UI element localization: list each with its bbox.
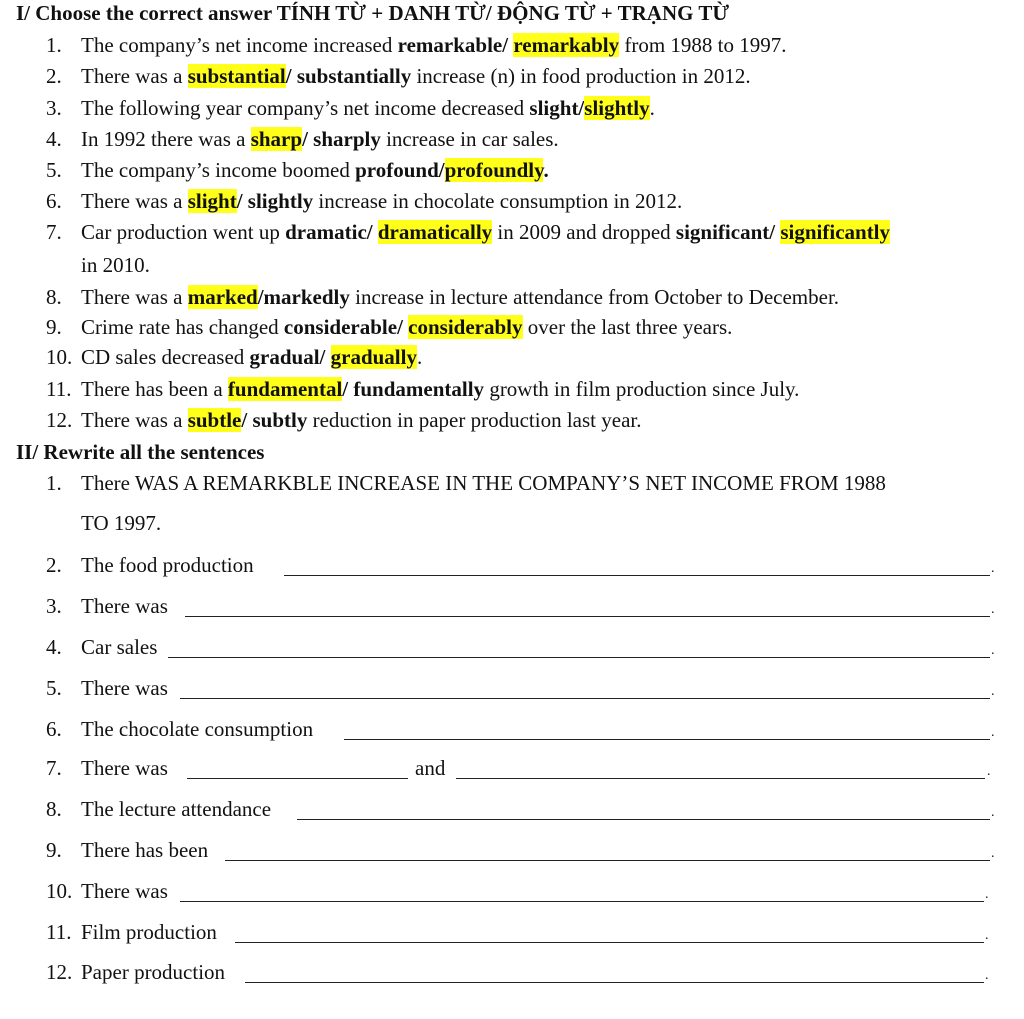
sentence-fragment: growth in film production since July. [484, 377, 800, 401]
highlighted-answer: gradually [330, 345, 417, 369]
bold-option: / fundamentally [342, 377, 485, 401]
sentence-fragment: CD sales decreased [81, 345, 250, 369]
sentence-fragment: . [416, 345, 423, 369]
bold-option: slight/ [529, 96, 585, 120]
sentence-fragment: The company’s net income increased [81, 33, 398, 57]
sentence-end-period: . [991, 805, 995, 820]
rewrite-item [0, 838, 1024, 868]
sentence-fragment: increase in chocolate consumption in 2012. [313, 189, 683, 213]
highlighted-answer: remarkably [513, 33, 620, 57]
answer-blank[interactable] [187, 778, 408, 779]
sentence-end-period: . [991, 846, 995, 861]
question-text [81, 33, 787, 58]
answer-blank[interactable] [245, 982, 984, 983]
item-number: 11. [46, 920, 72, 944]
item-number: 9. [46, 838, 62, 862]
answer-blank[interactable] [180, 698, 990, 699]
bold-option: . [543, 158, 549, 182]
question-text [81, 377, 799, 402]
sentence-fragment: in 2009 and dropped [492, 220, 676, 244]
item-number: 7. [46, 756, 62, 780]
rewrite-item [0, 960, 1024, 990]
sentence-end-period: . [991, 725, 995, 740]
item-number: 5. [46, 676, 62, 700]
section-2-title: II/ Rewrite all the sentences [16, 440, 265, 464]
rewrite-item [0, 676, 1024, 706]
question-text [81, 220, 890, 245]
rewrite-item [0, 797, 1024, 827]
highlighted-answer: considerably [408, 315, 523, 339]
sentence-end-period: . [987, 764, 991, 779]
item-number: 2. [46, 553, 62, 577]
sentence-end-period: . [991, 684, 995, 699]
rewrite-item [0, 756, 1024, 786]
rewrite-prompt: There was [81, 879, 168, 903]
item-number: 1. [46, 33, 62, 57]
sentence-fragment: increase in car sales. [380, 127, 559, 151]
rewrite-prompt: The food production [81, 553, 254, 577]
sentence-end-period: . [991, 561, 995, 576]
item-number: 3. [46, 594, 62, 618]
sentence-fragment: There has been a [81, 377, 228, 401]
sentence-fragment: There was a [81, 408, 188, 432]
sentence-fragment: There was a [81, 64, 188, 88]
rewrite-prompt: There was [81, 594, 168, 618]
item-number: 10. [46, 345, 73, 369]
bold-option: profound/ [355, 158, 445, 182]
rewrite-item [0, 879, 1024, 909]
rewrite-prompt: There was [81, 756, 168, 780]
sentence-fragment: The company’s income boomed [81, 158, 356, 182]
highlighted-answer: slight [187, 189, 237, 213]
sentence-fragment: over the last three years. [522, 315, 733, 339]
bold-option: remarkable/ [397, 33, 514, 57]
sentence-fragment: There was a [81, 189, 188, 213]
question-text [81, 127, 559, 152]
sentence-end-period: . [991, 643, 995, 658]
rewrite-item [0, 717, 1024, 747]
sentence-end-period: . [991, 602, 995, 617]
item-number: 4. [46, 127, 62, 151]
question-text [81, 253, 150, 278]
rewrite-prompt: Car sales [81, 635, 158, 659]
question-text [81, 315, 732, 340]
sentence-fragment: In 1992 there was a [81, 127, 251, 151]
highlighted-answer: marked [187, 285, 258, 309]
item-number: 12. [46, 408, 73, 432]
bold-option: / slightly [236, 189, 314, 213]
sentence-fragment: increase in lecture attendance from October to December. [349, 285, 840, 309]
rewrite-answer-line-2: TO 1997. [81, 511, 162, 535]
sentence-fragment: from 1988 to 1997. [619, 33, 787, 57]
rewrite-answer-line-1: There WAS A REMARKBLE INCREASE IN THE COMPANY’S NET INCOME FROM 1988 [81, 471, 886, 495]
sentence-fragment: Crime rate has changed [81, 315, 284, 339]
sentence-end-period: . [985, 887, 989, 902]
item-number: 8. [46, 797, 62, 821]
rewrite-item [0, 594, 1024, 624]
item-number: 4. [46, 635, 62, 659]
question-text [81, 189, 682, 214]
highlighted-answer: slightly [584, 96, 650, 120]
bold-option: / substantially [285, 64, 412, 88]
sentence-fragment: Car production went up [81, 220, 286, 244]
answer-blank[interactable] [284, 575, 990, 576]
highlighted-answer: significantly [780, 220, 891, 244]
answer-blank[interactable] [225, 860, 990, 861]
question-text [81, 408, 642, 433]
rewrite-prompt: There has been [81, 838, 209, 862]
question-text [81, 96, 655, 121]
item-number: 10. [46, 879, 73, 903]
item-number: 1. [46, 471, 62, 495]
answer-blank[interactable] [185, 616, 990, 617]
item-number: 9. [46, 315, 62, 339]
answer-blank[interactable] [180, 901, 984, 902]
item-number: 6. [46, 189, 62, 213]
question-text [81, 345, 422, 370]
sentence-fragment: increase (n) in food production in 2012. [411, 64, 751, 88]
sentence-fragment: The following year company’s net income decreased [81, 96, 530, 120]
rewrite-item [0, 635, 1024, 665]
bold-option: /markedly [257, 285, 350, 309]
conjunction-text: and [415, 756, 446, 780]
answer-blank[interactable] [235, 942, 984, 943]
item-number: 3. [46, 96, 62, 120]
rewrite-prompt: Film production [81, 920, 217, 944]
rewrite-item [0, 553, 1024, 583]
answer-blank[interactable] [344, 739, 990, 740]
sentence-end-period: . [985, 928, 989, 943]
sentence-fragment: in 2010. [81, 253, 150, 277]
bold-option: dramatic/ [285, 220, 378, 244]
item-number: 6. [46, 717, 62, 741]
rewrite-prompt: The lecture attendance [81, 797, 272, 821]
rewrite-prompt: Paper production [81, 960, 226, 984]
section-1-title: I/ Choose the correct answer TÍNH TỪ + DANH TỪ/ ĐỘNG TỪ + TRẠNG TỪ [16, 1, 730, 25]
answer-blank[interactable] [456, 778, 985, 779]
highlighted-answer: profoundly [444, 158, 544, 182]
sentence-fragment: . [649, 96, 655, 120]
bold-option: considerable/ [283, 315, 409, 339]
item-number: 11. [46, 377, 72, 401]
rewrite-prompt: There was [81, 676, 168, 700]
sentence-end-period: . [985, 968, 989, 983]
item-number: 7. [46, 220, 62, 244]
highlighted-answer: sharp [250, 127, 303, 151]
item-number: 2. [46, 64, 62, 88]
highlighted-answer: dramatically [377, 220, 493, 244]
bold-option: gradual/ [249, 345, 331, 369]
question-text [81, 158, 549, 183]
question-text [81, 64, 751, 89]
question-text [81, 285, 839, 310]
sentence-fragment: There was a [81, 285, 188, 309]
answer-blank[interactable] [297, 819, 990, 820]
bold-option: significant/ [675, 220, 781, 244]
rewrite-item [0, 920, 1024, 950]
sentence-fragment: reduction in paper production last year. [307, 408, 642, 432]
item-number: 5. [46, 158, 62, 182]
item-number: 8. [46, 285, 62, 309]
rewrite-prompt: The chocolate consumption [81, 717, 314, 741]
answer-blank[interactable] [168, 657, 990, 658]
highlighted-answer: fundamental [227, 377, 343, 401]
highlighted-answer: substantial [187, 64, 286, 88]
item-number: 12. [46, 960, 73, 984]
bold-option: / sharply [302, 127, 381, 151]
highlighted-answer: subtle [187, 408, 242, 432]
bold-option: / subtly [241, 408, 308, 432]
